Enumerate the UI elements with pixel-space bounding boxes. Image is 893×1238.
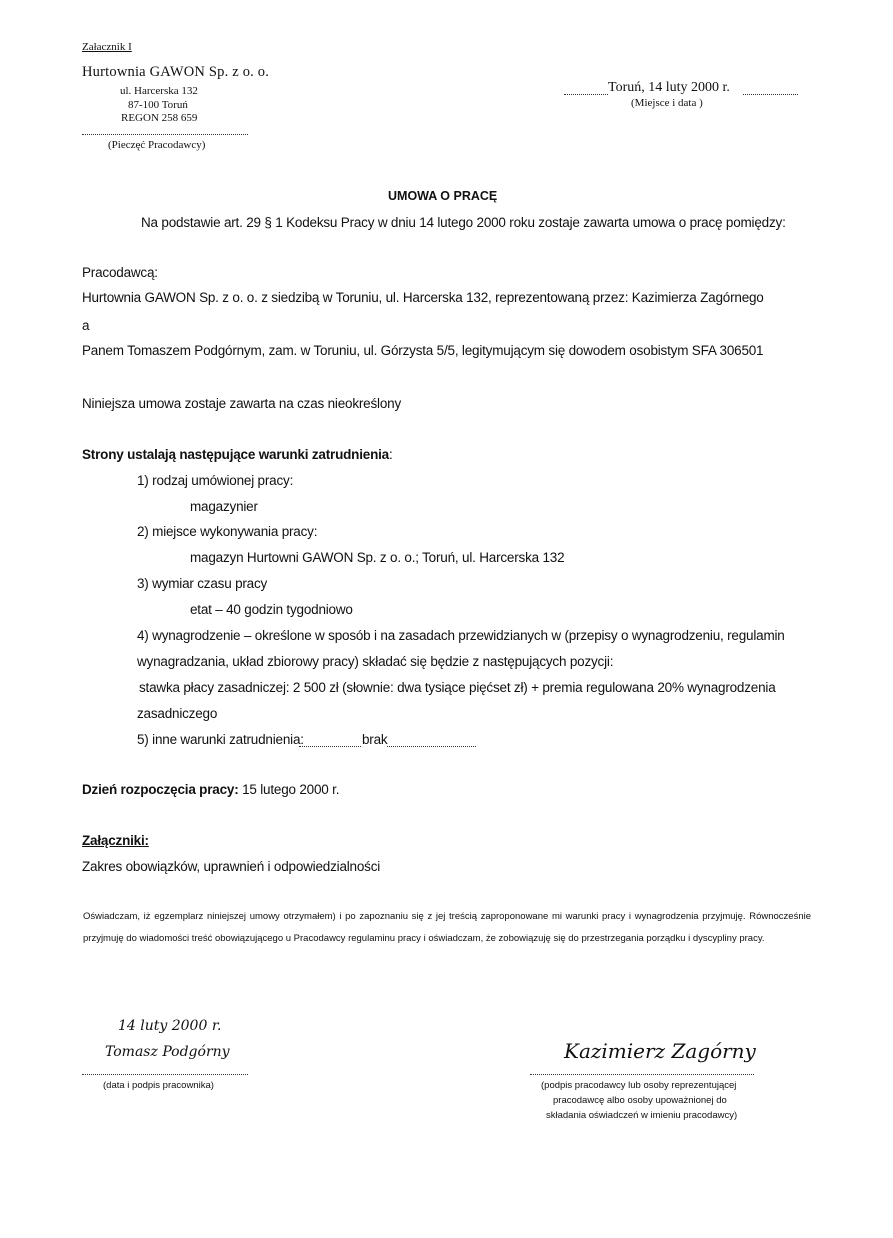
place-date-caption: (Miejsce i data )	[631, 97, 703, 109]
duration-text: Niniejsza umowa zostaje zawarta na czas nieokreślony	[82, 396, 402, 411]
party-conjunction: a	[82, 318, 90, 333]
attachments-item: Zakres obowiązków, uprawnień i odpowiedzialności	[82, 859, 381, 874]
employer-signature-caption-1: (podpis pracodawcy lub osoby reprezentującej	[541, 1080, 737, 1091]
condition-4-line-1: 4) wynagrodzenie – określone w sposób i na zasadach przewidzianych w (przepisy o wynagrodzeniu, regulamin	[137, 628, 785, 643]
condition-2-value: magazyn Hurtowni GAWON Sp. z o. o.; Toruń, ul. Harcerska 132	[190, 550, 565, 565]
condition-1-value: magazynier	[190, 499, 258, 514]
conditions-heading	[82, 447, 393, 462]
employer-signature-caption-2: pracodawcę albo osoby upoważnionej do	[553, 1095, 727, 1106]
attachments-heading: Załączniki:	[82, 833, 149, 848]
employee-signature-date: 14 luty 2000 r.	[118, 1018, 222, 1034]
start-date-label: Dzień rozpoczęcia pracy:	[82, 782, 239, 797]
attachment-label: Załacznik I	[82, 41, 132, 53]
condition-1-label: 1) rodzaj umówionej pracy:	[137, 473, 294, 488]
place-date: Toruń, 14 luty 2000 r.	[608, 80, 730, 95]
place-date-dots-right	[743, 93, 798, 95]
place-date-dots-left	[564, 93, 608, 95]
condition-5-label: 5) inne warunki zatrudnienia:	[137, 732, 304, 747]
address-street: ul. Harcerska 132	[120, 85, 198, 97]
employee-signature-line	[82, 1073, 248, 1075]
condition-3-value: etat – 40 godzin tygodniowo	[190, 602, 353, 617]
document-title: UMOWA O PRACĘ	[388, 189, 498, 203]
condition-5-dots-left	[299, 745, 361, 747]
condition-5-dots-right	[387, 745, 476, 747]
condition-3-label: 3) wymiar czasu pracy	[137, 576, 268, 591]
employer-signature-caption-3: składania oświadczeń w imieniu pracodawcy)	[546, 1110, 738, 1121]
conditions-heading-bold: Strony ustalają następujące warunki zatrudnienia	[82, 447, 389, 462]
condition-2-label: 2) miejsce wykonywania pracy:	[137, 524, 318, 539]
start-date	[82, 782, 339, 797]
condition-4-line-2: wynagradzania, układ zbiorowy pracy) składać się będzie z następujących pozycji:	[137, 654, 614, 669]
employer-signature-name: Kazimierz Zagórny	[564, 1039, 756, 1063]
start-date-value: 15 lutego 2000 r.	[242, 782, 340, 797]
condition-4-line-3: stawka płacy zasadniczej: 2 500 zł (słownie: dwa tysiące pięćset zł) + premia regulowana 20% wynagrodzenia	[139, 680, 776, 695]
condition-5-value: brak	[362, 732, 388, 747]
employee-signature-name: Tomasz Podgórny	[105, 1044, 230, 1060]
employee-text: Panem Tomaszem Podgórnym, zam. w Toruniu, ul. Górzysta 5/5, legitymującym się dowodem osobistym SFA 306501	[82, 343, 764, 358]
address-city: 87-100 Toruń	[128, 99, 188, 111]
employer-text: Hurtownia GAWON Sp. z o. o. z siedzibą w Toruniu, ul. Harcerska 132, reprezentowaną przez: Kazimierza Zagórnego	[82, 290, 764, 305]
employee-statement: Oświadczam, iż egzemplarz niniejszej umowy otrzymałem) i po zapoznaniu się z jej treścią zaproponowane mi warunki pracy i wynagrodzenia przyjmuję. Równocześnie przyjmuję do wiadomości treść obowiązującego u Pracodawcy regulaminu pracy i oświadczam, że zobowiązuję się do przestrzegania porządku i dyscypliny pracy.	[83, 911, 811, 944]
regon: REGON 258 659	[121, 112, 198, 124]
employer-signature-line	[530, 1073, 754, 1075]
stamp-caption: (Pieczęć Pracodawcy)	[108, 139, 206, 151]
company-name: Hurtownia GAWON Sp. z o. o.	[82, 64, 270, 80]
conditions-heading-colon: :	[389, 447, 393, 462]
intro-text: Na podstawie art. 29 § 1 Kodeksu Pracy w dniu 14 lutego 2000 roku zostaje zawarta umowa o pracę pomiędzy:	[141, 215, 786, 230]
employer-label: Pracodawcą:	[82, 265, 158, 280]
employee-signature-caption: (data i podpis pracownika)	[103, 1080, 214, 1091]
condition-4-line-4: zasadniczego	[137, 706, 218, 721]
stamp-line	[82, 133, 248, 135]
